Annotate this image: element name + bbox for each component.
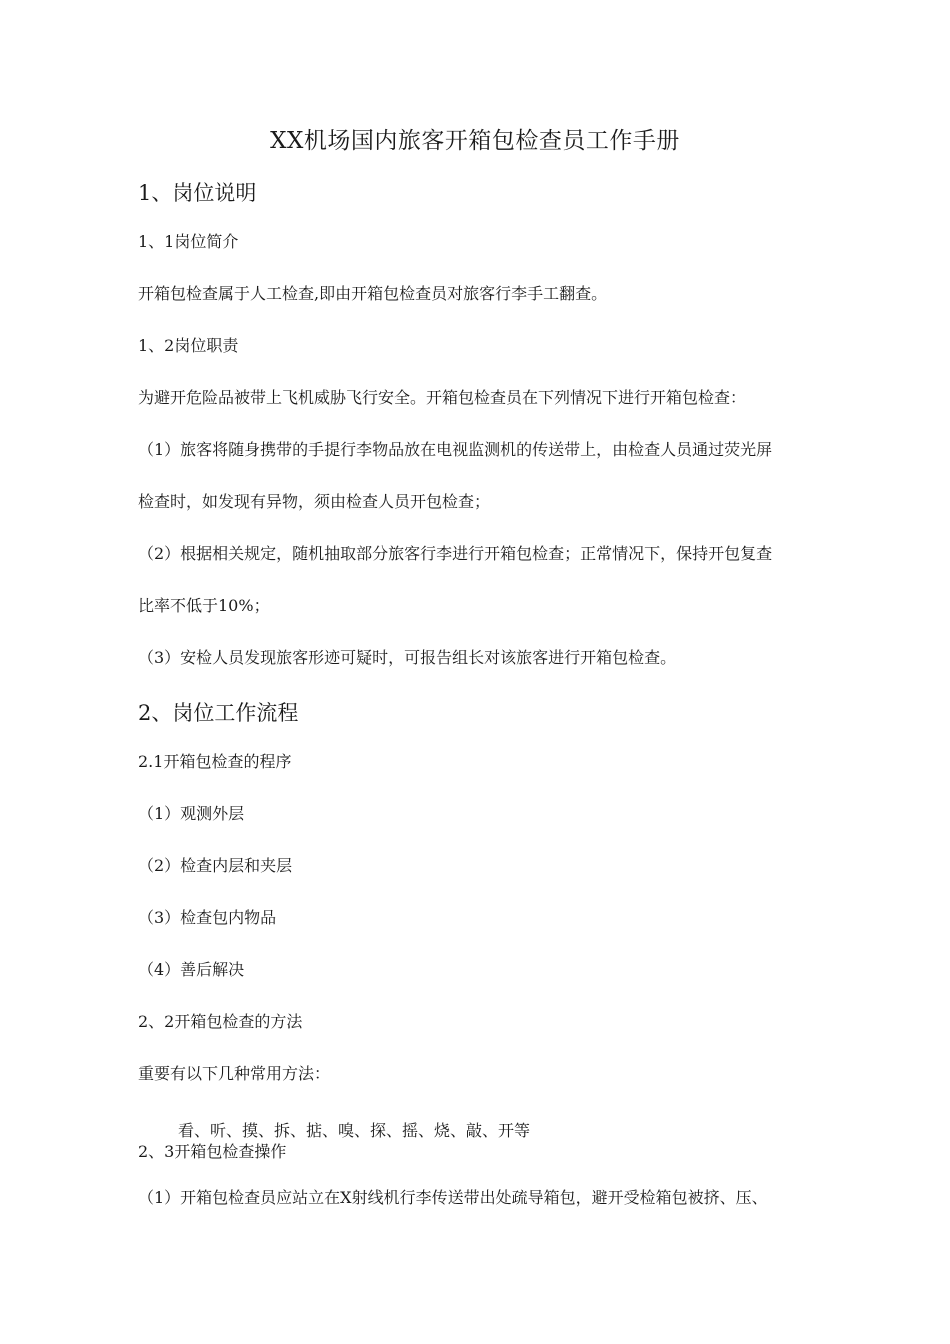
procedure-step-1: （1）观测外层 [138, 804, 245, 823]
subsection-heading-2-1: 2.1开箱包检查的程序 [138, 752, 292, 771]
list-item-2-line-1: （2）根据相关规定，随机抽取部分旅客行李进行开箱包检查；正常情况下，保持开包复查 [138, 544, 773, 563]
procedure-step-2: （2）检查内层和夹层 [138, 856, 293, 875]
subsection-heading-2-3: 2、3开箱包检查操作 [138, 1142, 287, 1161]
list-item-1-line-2: 检查时，如发现有异物，须由检查人员开包检查； [138, 492, 491, 511]
subsection-heading-2-2: 2、2开箱包检查的方法 [138, 1012, 303, 1031]
paragraph-operation-1: （1）开箱包检查员应站立在X射线机行李传送带出处疏导箱包，避开受检箱包被挤、压、 [138, 1188, 768, 1207]
list-item-1-line-1: （1）旅客将随身携带的手提行李物品放在电视监测机的传送带上，由检查人员通过荧光屏 [138, 440, 773, 459]
list-item-2-line-2: 比率不低于10%； [138, 596, 270, 615]
list-item-3: （3）安检人员发现旅客形迹可疑时，可报告组长对该旅客进行开箱包检查。 [138, 648, 677, 667]
paragraph-duty: 为避开危险品被带上飞机威胁飞行安全。开箱包检查员在下列情况下进行开箱包检查： [138, 388, 747, 407]
subsection-heading-1-1: 1、1岗位简介 [138, 232, 239, 251]
subsection-heading-1-2: 1、2岗位职责 [138, 336, 239, 355]
document-title: XX机场国内旅客开箱包检查员工作手册 [270, 128, 680, 154]
section-heading-1: 1、岗位说明 [138, 181, 257, 205]
section-heading-2: 2、岗位工作流程 [138, 701, 299, 725]
procedure-step-4: （4）善后解决 [138, 960, 245, 979]
procedure-step-3: （3）检查包内物品 [138, 908, 277, 927]
paragraph-methods-list: 看、听、摸、拆、掂、嗅、探、摇、烧、敲、开等 [178, 1121, 531, 1140]
paragraph-methods-intro: 重要有以下几种常用方法： [138, 1064, 331, 1083]
paragraph-intro: 开箱包检查属于人工检查,即由开箱包检查员对旅客行李手工翻查。 [138, 284, 608, 303]
